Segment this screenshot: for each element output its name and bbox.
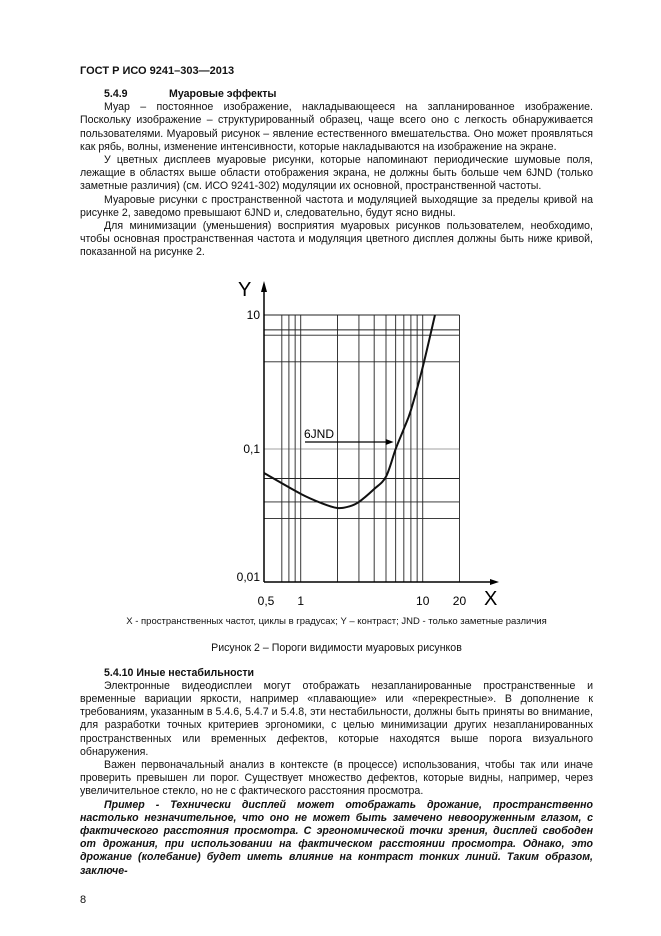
figure-legend: X - пространственных частот, циклы в градусах; Y – контраст; JND - только заметные различия — [126, 615, 547, 627]
document-header: ГОСТ Р ИСО 9241–303—2013 — [80, 65, 235, 77]
paragraph: Важен первоначальный анализ в контексте (в процессе) использования, чтобы так или иначе проверить превышен ли порог. Существует множество дефектов, которые видны, например, через увеличительное стекло, но не с фактического расстояния просмотра. — [80, 759, 593, 798]
x-tick-label: 20 — [452, 593, 467, 608]
x-tick-label: 0,5 — [257, 593, 275, 608]
annotation-label: 6JND — [304, 426, 335, 441]
paragraph: Муаровые рисунки с пространственной частота и модуляцией выходящие за пределы кривой на рисунке 2, заведомо превышают 6JND и, следовательно, будут ясно видны. — [80, 193, 593, 219]
figure — [80, 272, 593, 612]
x-tick-label: 10 — [416, 593, 430, 608]
x-tick-label: 1 — [297, 593, 305, 608]
moire-threshold-chart — [220, 272, 510, 612]
figure-caption: Рисунок 2 – Пороги видимости муаровых рисунков — [211, 641, 462, 654]
section-number: 5.4.9 — [104, 88, 128, 100]
annotation-arrowhead-icon — [386, 439, 394, 445]
y-tick-label: 0,1 — [243, 441, 260, 456]
section-5-4-10 — [80, 667, 593, 878]
y-axis-label: Y — [238, 278, 252, 301]
section-heading: 5.4.10 Иные нестабильности — [104, 666, 255, 679]
section-heading — [80, 88, 593, 101]
threshold-curve — [264, 315, 435, 508]
paragraph: Электронные видеодисплеи могут отображать незапланированные пространственные и временные вариации яркости, например «плавающие» или «перекрестные». В дополнение к требованиям, указанным в 5.4.6, 5.4.7 и 5.4.8, эти нестабильности, должны быть приняты во внимание, для разработки точных критериев эргономики, с целью минимизации других незапланированных пространственных или временных дефектов, которые находятся выше порога визуального обнаружения. — [80, 679, 593, 758]
x-axis-label: X — [484, 587, 498, 610]
y-tick-label: 0,01 — [236, 569, 260, 584]
section-title: Муаровые эффекты — [169, 88, 277, 100]
paragraph: Для минимизации (уменьшения) восприятия муаровых рисунков пользователем, необходимо, чтобы основная пространственная частота и модуляция цветного дисплея должны быть ниже кривой, показанной на рисунке 2. — [80, 220, 593, 259]
page-number: 8 — [80, 893, 87, 906]
paragraph: Муар – постоянное изображение, накладывающееся на запланированное изображение. Поскольку изображение – структурированный образец, чаще всего оно с легкость обнаруживается пользователями. Муаровый рисунок – явление естественного вмешательства. Оно может проявляться как рябь, волны, изменение интенсивности, которые накладываются на изображение на экране. — [80, 101, 593, 153]
x-axis-arrow-icon — [490, 579, 499, 585]
y-tick-label: 10 — [246, 307, 260, 322]
paragraph: У цветных дисплеев муаровые рисунки, которые напоминают периодические шумовые поля, лежащие в областях выше области отображения экрана, не должны быть больше чем 6JND (только заметные различия) (см. ИСО 9241-302) модуляции их основной, пространственной частоты. — [80, 154, 593, 193]
example-paragraph: Пример - Технически дисплей может отображать дрожание, пространственно настолько незначительное, что оно не может быть замечено невооруженным глазом, с фактического расстояния просмотра. С эргономической точки зрения, дисплей свободен от дрожания, при использовании на фактическом расстоянии просмотра. Однако, это дрожание (колебание) будет иметь влияние на контраст тонких линий. Таким образом, заключе- — [80, 798, 593, 877]
section-5-4-9 — [80, 88, 593, 260]
y-axis-arrow-icon — [261, 281, 267, 292]
